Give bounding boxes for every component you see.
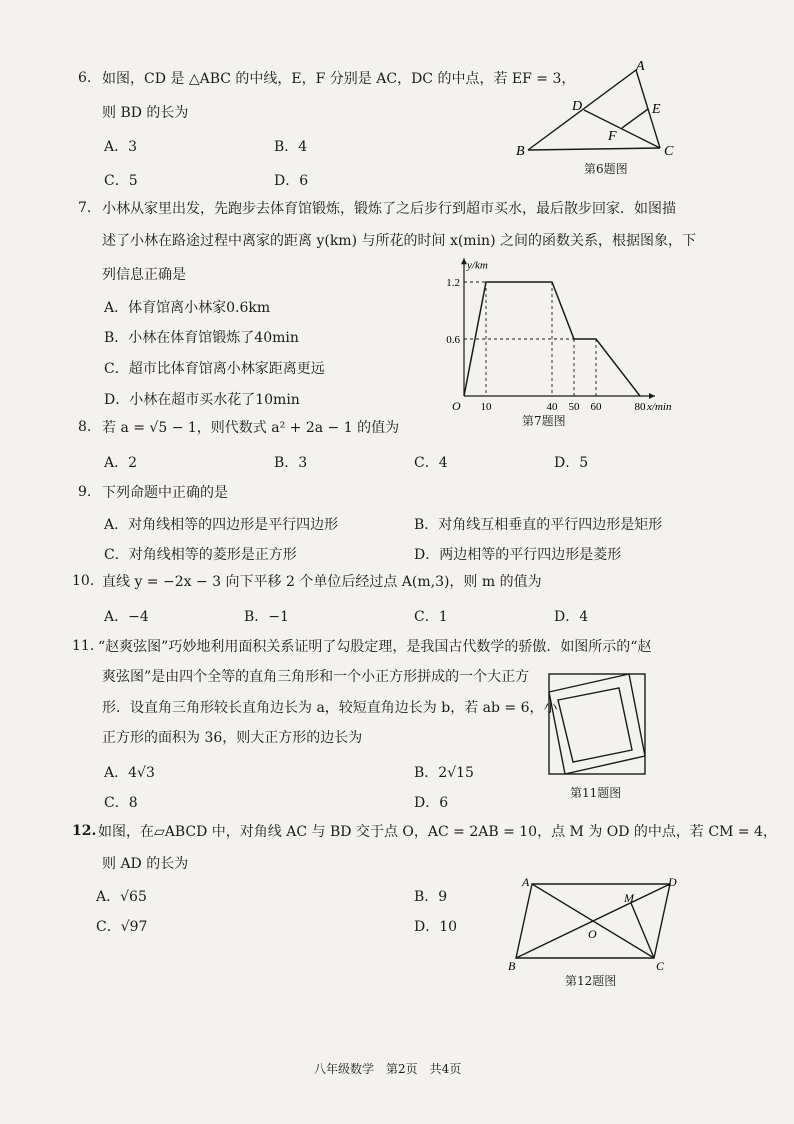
q12-stem-line1: 如图，在▱ABCD 中，对角线 AC 与 BD 交于点 O，AC = 2AB = 10，点 M 为 OD 的中点，若 CM = 4， xyxy=(98,824,777,840)
q11-hyp-right xyxy=(629,674,645,756)
q7-x-tick-60: 60 xyxy=(590,401,602,413)
q6-stem-line2: 则 BD 的长为 xyxy=(102,105,189,121)
q11-option-b[interactable]: B．2√15 xyxy=(414,765,474,781)
q12-label-o: O xyxy=(588,927,597,941)
q12-label-m: M xyxy=(624,891,634,905)
q11-stem-line3: 形．设直角三角形较长直角边长为 a，较短直角边长为 b，若 ab = 6，小 xyxy=(102,700,558,716)
q7-option-c[interactable]: C．超市比体育馆离小林家距离更远 xyxy=(104,361,325,377)
q6-option-c[interactable]: C．5 xyxy=(104,173,138,189)
q8-option-b[interactable]: B．3 xyxy=(274,455,308,471)
q7-option-b[interactable]: B．小林在体育馆锻炼了40min xyxy=(104,330,299,346)
q7-number: 7. xyxy=(78,200,92,216)
q12-option-a[interactable]: A．√65 xyxy=(96,889,147,905)
q12-label-b: B xyxy=(508,959,516,973)
q7-x-tick-50: 50 xyxy=(568,401,580,413)
q11-option-d[interactable]: D．6 xyxy=(414,795,449,811)
q7-chart xyxy=(436,259,676,414)
q11-figure-caption: 第11题图 xyxy=(570,786,622,800)
q6-number: 6. xyxy=(78,70,92,86)
q12-number: 12. xyxy=(72,823,97,839)
q9-option-c[interactable]: C．对角线相等的菱形是正方形 xyxy=(104,547,297,563)
q12-option-d[interactable]: D．10 xyxy=(414,919,458,935)
q12-diagonal-bd xyxy=(516,884,670,958)
q7-x-tick-40: 40 xyxy=(546,401,558,413)
q11-option-c[interactable]: C．8 xyxy=(104,795,138,811)
q8-option-c[interactable]: C．4 xyxy=(414,455,448,471)
q11-stem-line4: 正方形的面积为 36，则大正方形的边长为 xyxy=(102,730,363,746)
q6-line-ef xyxy=(622,109,648,128)
q12-label-a: A xyxy=(522,875,530,889)
q11-small-square xyxy=(558,688,632,762)
q10-number: 10. xyxy=(72,573,95,589)
q10-option-c[interactable]: C．1 xyxy=(414,609,448,625)
q7-x-tick-10: 10 xyxy=(480,401,492,413)
q6-option-b[interactable]: B．4 xyxy=(274,139,308,155)
q6-option-d[interactable]: D．6 xyxy=(274,173,309,189)
q12-option-c[interactable]: C．√97 xyxy=(96,919,148,935)
q8-option-d[interactable]: D．5 xyxy=(554,455,589,471)
q6-label-c: C xyxy=(664,144,674,159)
page-footer: 八年级数学 第2页 共4页 xyxy=(314,1062,462,1076)
q7-chart-ticks xyxy=(446,277,646,413)
q7-stem-line2: 述了小林在路途过程中离家的距离 y(km) 与所花的时间 x(min) 之间的函数关系，根据图象，下 xyxy=(102,233,696,249)
q6-stem-line1: 如图，CD 是 △ABC 的中线，E，F 分别是 AC，DC 的中点，若 EF = 3， xyxy=(102,71,576,87)
q7-x-axis-label: x/min xyxy=(647,401,672,413)
q6-label-a: A xyxy=(636,59,645,74)
q12-stem-line2: 则 AD 的长为 xyxy=(102,856,189,872)
q8-number: 8. xyxy=(78,419,92,435)
q6-label-f: F xyxy=(608,129,617,144)
q12-line-cm xyxy=(631,903,654,958)
q6-label-d: D xyxy=(572,99,583,114)
q11-stem-line1: “赵爽弦图”巧妙地利用面积关系证明了勾股定理，是我国古代数学的骄傲．如图所示的“赵 xyxy=(98,639,652,655)
q12-label-d: D xyxy=(668,875,677,889)
q7-x-tick-80: 80 xyxy=(634,401,646,413)
q6-figure-caption: 第6题图 xyxy=(584,162,628,176)
q8-option-a[interactable]: A．2 xyxy=(104,455,138,471)
q6-line-dc xyxy=(584,110,660,148)
q6-label-e: E xyxy=(652,102,661,117)
q6-label-b: B xyxy=(516,144,525,159)
q7-option-a[interactable]: A．体育馆离小林家0.6km xyxy=(104,300,271,316)
q7-stem-line1: 小林从家里出发，先跑步去体育馆锻炼，锻炼了之后步行到超市买水，最后散步回家．如图描 xyxy=(102,201,676,217)
q12-figure-caption: 第12题图 xyxy=(565,974,617,988)
q11-hyp-left xyxy=(549,692,565,774)
q10-option-b[interactable]: B．−1 xyxy=(244,609,289,625)
q6-option-a[interactable]: A．3 xyxy=(104,139,138,155)
q9-option-d[interactable]: D．两边相等的平行四边形是菱形 xyxy=(414,547,622,563)
q6-line-bc xyxy=(528,148,660,150)
q9-option-b[interactable]: B．对角线互相垂直的平行四边形是矩形 xyxy=(414,517,663,533)
q9-stem: 下列命题中正确的是 xyxy=(102,485,228,501)
q11-number: 11. xyxy=(72,638,95,654)
q11-hyp-bottom xyxy=(565,756,645,774)
q10-option-d[interactable]: D．4 xyxy=(554,609,589,625)
q11-figure xyxy=(546,670,650,780)
q7-y-tick-0-6: 0.6 xyxy=(446,334,460,346)
q11-stem-line2: 爽弦图”是由四个全等的直角三角形和一个小正方形拼成的一个大正方 xyxy=(102,669,530,685)
q12-option-b[interactable]: B．9 xyxy=(414,889,448,905)
q7-x-arrow xyxy=(649,393,655,399)
q7-stem-line3: 列信息正确是 xyxy=(102,267,186,283)
q8-stem: 若 a = √5 − 1，则代数式 a² + 2a − 1 的值为 xyxy=(102,420,400,436)
q11-option-a[interactable]: A．4√3 xyxy=(104,765,155,781)
q9-option-a[interactable]: A．对角线相等的四边形是平行四边形 xyxy=(104,517,339,533)
q12-label-c: C xyxy=(656,959,665,973)
q7-origin-label: O xyxy=(452,399,461,413)
q7-option-d[interactable]: D．小林在超市买水花了10min xyxy=(104,392,300,408)
q12-figure xyxy=(506,872,682,972)
q10-stem: 直线 y = −2x − 3 向下平移 2 个单位后经过点 A(m,3)，则 m 的值为 xyxy=(102,574,542,590)
q7-figure-caption: 第7题图 xyxy=(522,414,566,428)
q10-option-a[interactable]: A．−4 xyxy=(104,609,149,625)
q7-y-axis-label: y/km xyxy=(467,259,488,272)
q9-number: 9. xyxy=(78,484,92,500)
q7-y-tick-1-2: 1.2 xyxy=(446,277,460,289)
q11-hyp-top xyxy=(549,674,629,692)
